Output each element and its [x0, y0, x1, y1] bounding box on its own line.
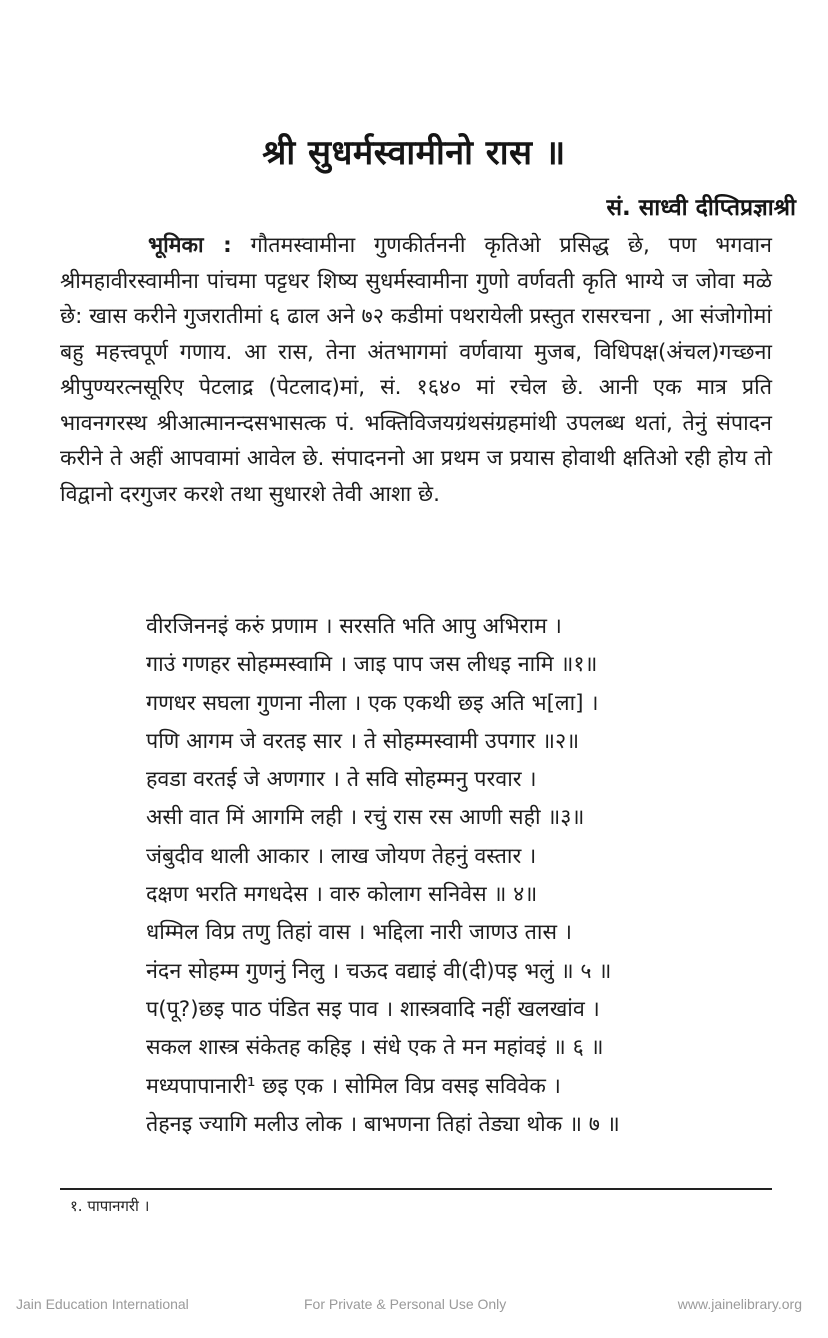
intro-lead: भूमिका :: [148, 233, 232, 258]
verse-line: वीरजिननइं करुं प्रणाम । सरसति भति आपु अभिराम ।: [146, 614, 562, 639]
footer-publisher: Jain Education International: [16, 1296, 189, 1312]
verse-line: हवडा वरतई जे अणगार । ते सवि सोहम्मनु परवार ।: [146, 767, 537, 793]
footer-usage-notice: For Private & Personal Use Only: [304, 1296, 507, 1312]
footer-website-link[interactable]: www.jainelibrary.org: [677, 1296, 802, 1312]
verse-line: पणि आगम जे वरतइ सार । ते सोहम्मस्वामी उपगार ॥२॥: [146, 728, 580, 754]
verse-line: तेहनइ ज्यागि मलीउ लोक । बाभणना तिहां तेड्या थोक ॥ ७ ॥: [146, 1111, 620, 1137]
verse-line: गाउं गणहर सोहम्मस्वामि । जाइ पाप जस लीधइ नामि ॥१॥: [146, 652, 598, 678]
intro-text: गौतमस्वामीना गुणकीर्तननी कृतिओ प्रसिद्ध छे, पण भगवान श्रीमहावीरस्वामीना पांचमा पट्टधर शिष्य सुधर्मस्वामीना गुणो वर्णवती कृति भाग्ये ज जोवा मळे छे: खास करीने गुजरातीमां ६ ढाल अने ७२ कडीमां पथरायेली प्रस्तुत रासरचना , आ संजोगोमां बहु महत्त्वपूर्ण गणाय. आ रास, तेना अंतभागमां वर्णवाया मुजब, विधिपक्ष(अंचल)गच्छना श्रीपुण्यरत्नसूरिए पेटलाद्र (पेटलाद)मां, सं. १६४० मां रचेल छे. आनी एक मात्र प्रति भावनगरस्थ श्रीआत्मानन्दसभासत्क पं. भक्तिविजयग्रंथसंग्रहमांथी उपलब्ध थतां, तेनुं संपादन करीने ते अहीं आपवामां आवेल छे. संपादननो आ प्रथम ज प्रयास होवाथी क्षतिओ रही होय तो विद्वानो दरगुजर करशे तथा सुधारशे तेवी आशा छे.: [60, 233, 772, 507]
footnote: १. पापानगरी ।: [70, 1197, 150, 1215]
verse-line: गणधर सघला गुणना नीला । एक एकथी छइ अति भ[ला] ।: [146, 690, 599, 716]
verse-line: प(पू?)छइ पाठ पंडित सइ पाव । शास्त्रवादि नहीं खलखांव ।: [146, 996, 600, 1022]
verse-line: धम्मिल विप्र तणु तिहां वास । भद्दिला नारी जाणउ तास ।: [146, 920, 573, 946]
page-footer: [0, 1296, 828, 1320]
verse-line: सकल शास्त्र संकेतह कहिइ । संधे एक ते मन महांवइं ॥ ६ ॥: [146, 1035, 604, 1061]
verse-line: नंदन सोहम्म गुणनुं निलु । चऊद वद्याइं वी(दी)पइ भलुं ॥ ५ ॥: [146, 958, 612, 984]
verse-line: दक्षण भरति मगधदेस । वारु कोलाग सनिवेस ॥ ४॥: [146, 882, 538, 908]
footnote-divider: [60, 1188, 772, 1190]
intro-paragraph: [60, 228, 772, 512]
verse-block: [146, 608, 786, 1144]
verse-line: असी वात मिं आगमि लही । रचुं रास रस आणी सही ॥३॥: [146, 805, 585, 831]
editor-credit: सं. साध्वी दीप्तिप्रज्ञाश्री: [606, 195, 796, 221]
verse-line: मध्यपापानारी¹ छइ एक । सोमिल विप्र वसइ सविवेक ।: [146, 1073, 561, 1099]
verse-line: जंबुदीव थाली आकार । लाख जोयण तेहनुं वस्तार ।: [146, 843, 537, 869]
page-title: श्री सुधर्मस्वामीनो रास ॥: [262, 133, 566, 173]
